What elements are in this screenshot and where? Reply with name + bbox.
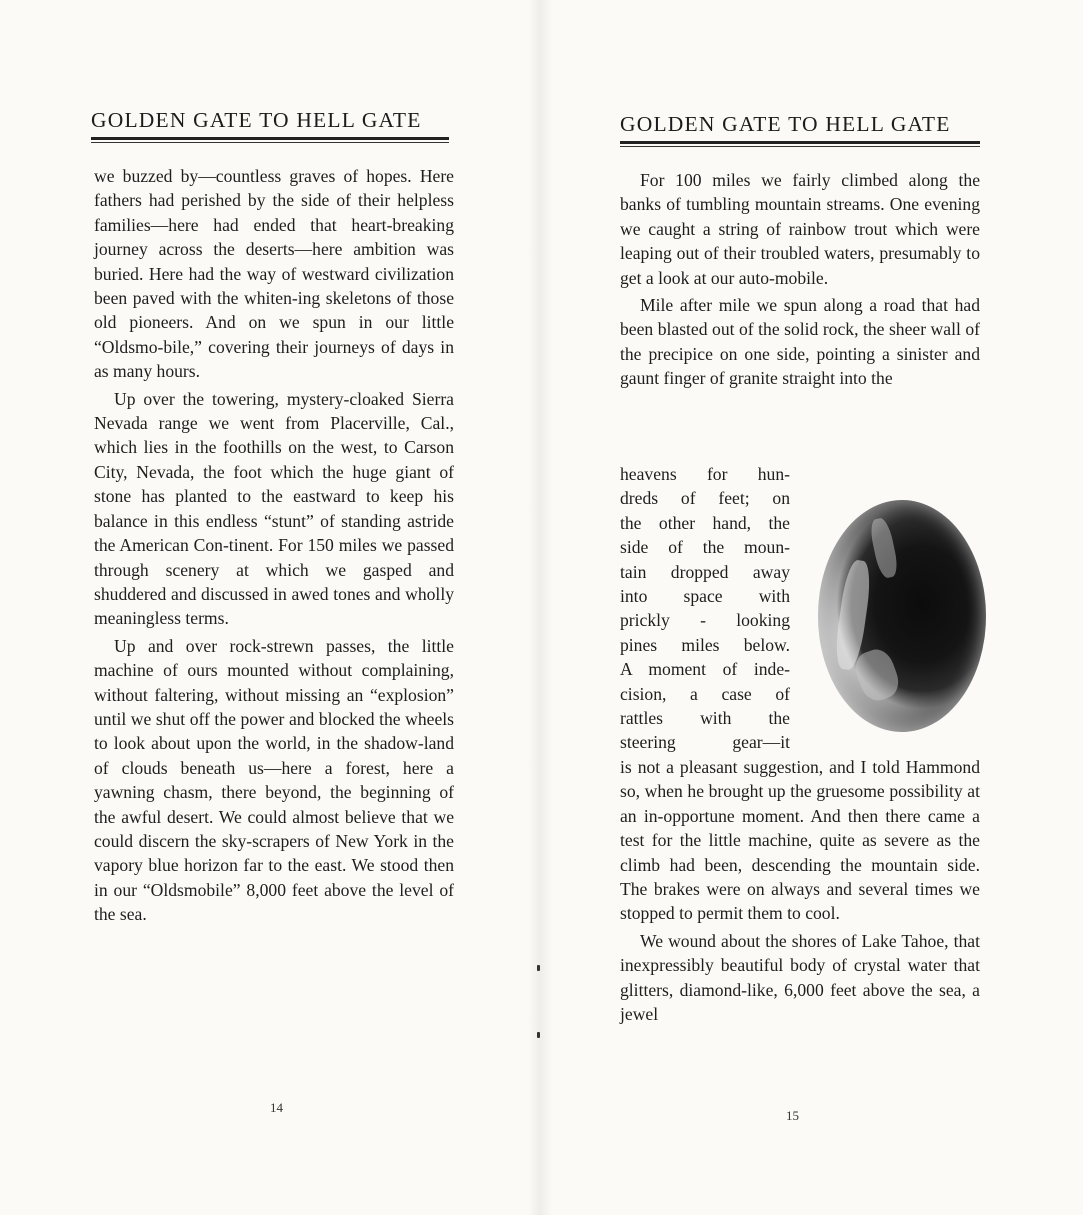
wrapped-line: tain dropped away: [620, 561, 790, 582]
left-text-column: [94, 164, 454, 930]
wrapped-line: cision, a case of: [620, 683, 790, 704]
header-rule-right: [620, 141, 980, 147]
right-page: [540, 0, 1083, 1215]
paragraph: Up over the towering, mystery-cloaked Sierra Nevada range we went from Placerville, Cal., which lies in the foothills on the west, to Carson City, Nevada, the foot which the huge giant of stone has planted to the eastward to keep his balance in this endless “stunt” of standing astride the American Con-tinent. For 150 miles we passed through scenery at which we gasped and shuddered and discussed in awed tones and wholly meaningless terms.: [94, 388, 454, 629]
wrapped-line: into space with: [620, 586, 790, 607]
right-text-bottom: [620, 755, 980, 1029]
wrapped-line: heavens for hun-: [620, 464, 790, 484]
binding-mark: [537, 1032, 540, 1038]
wrapped-line: rattles with the: [620, 708, 790, 729]
paragraph: We wound about the shores of Lake Tahoe, that inexpressibly beautiful body of crystal water that glitters, diamond-like, 6,000 feet above the sea, a jewel: [620, 930, 980, 1025]
running-header-right: GOLDEN GATE TO HELL GATE: [620, 112, 951, 136]
wrapped-line: dreds of feet; on: [620, 488, 790, 509]
paragraph: is not a pleasant suggestion, and I told Hammond so, when he brought up the gruesome possibility at an in-opportune moment. And then there came a test for the little machine, quite as severe as the climb had been, descending the mountain side. The brakes were on always and several times we stopped to permit them to cool.: [620, 757, 980, 924]
paragraph: Up and over rock-strewn passes, the little machine of ours mounted without complaining, without faltering, without missing an “explosion” until we shut off the power and blocked the wheels to look about upon the world, in the shadow-land of clouds beneath us—here a forest, here a yawning chasm, there beyond, the beginning of the awful desert. We could almost believe that we could discern the sky-scrapers of New York in the vapory blue horizon far to the east. We stood then in our “Oldsmobile” 8,000 feet above the level of the sea.: [94, 635, 454, 925]
wrapped-line: pines miles below.: [620, 634, 790, 655]
text-wrap-beside-photo: [620, 462, 790, 755]
paragraph: For 100 miles we fairly climbed along the banks of tumbling mountain streams. One evening we caught a string of rainbow trout which were leaping out of their troubled waters, presumably to get a look at our auto-mobile.: [620, 170, 980, 288]
wrapped-line: the other hand, the: [620, 512, 790, 533]
page-number-right: 15: [786, 1108, 799, 1123]
wrapped-line: prickly - looking: [620, 610, 790, 631]
header-rule-left: [91, 137, 449, 143]
paragraph: we buzzed by—countless graves of hopes. Here fathers had perished by the side of their helpless families—here had ended that heart-breaking journey across the deserts—here ambition was buried. Here had the way of westward civilization been paved with the whiten-ing skeletons of those old pioneers. And on we spun in our little “Oldsmo-bile,” covering their journeys of days in as many hours.: [94, 166, 454, 382]
right-text-top: [620, 168, 980, 391]
binding-mark: [537, 965, 540, 971]
running-header-left: GOLDEN GATE TO HELL GATE: [91, 108, 422, 132]
wrapped-line: A moment of inde-: [620, 659, 790, 680]
wrapped-line: side of the moun-: [620, 537, 790, 558]
mountain-road-photo: [818, 500, 986, 732]
wrapped-line: steering gear—it: [620, 732, 790, 753]
paragraph: Mile after mile we spun along a road that had been blasted out of the solid rock, the sheer wall of the precipice on one side, pointing a sinister and gaunt finger of granite straight into the: [620, 295, 980, 389]
left-page: [0, 0, 540, 1215]
page-number-left: 14: [270, 1100, 283, 1115]
